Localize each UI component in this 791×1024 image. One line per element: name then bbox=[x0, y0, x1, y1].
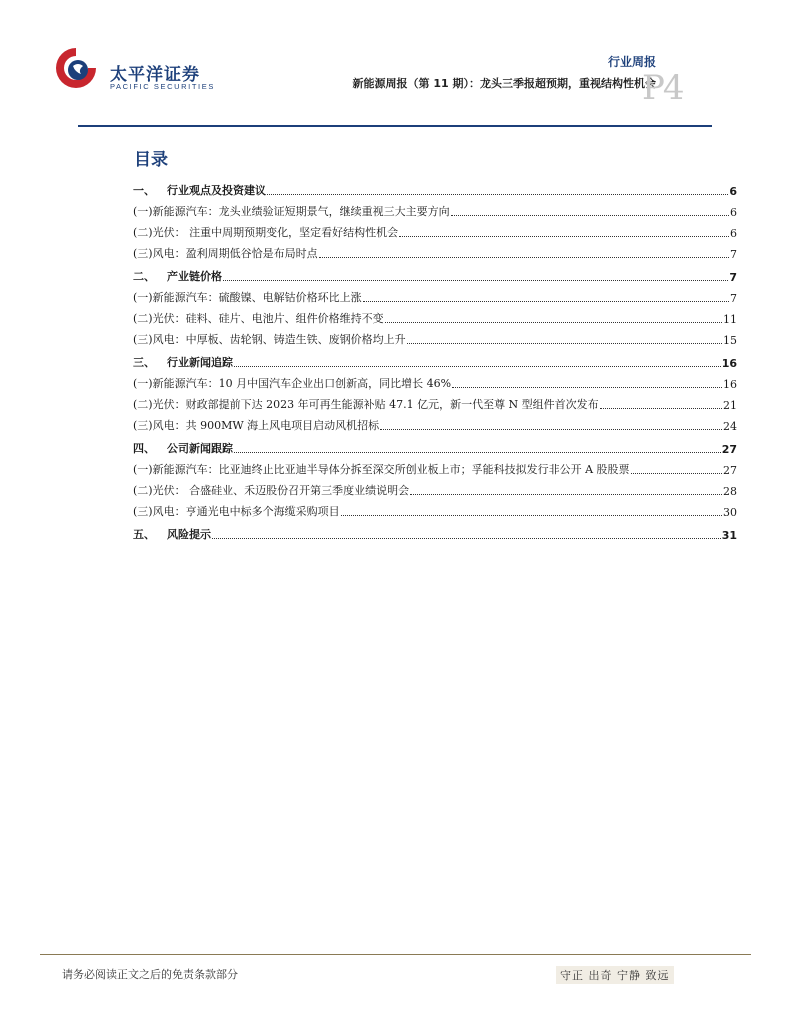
footer-motto: 守正 出奇 宁静 致远 bbox=[556, 966, 674, 984]
toc-subsection-link[interactable] bbox=[133, 219, 737, 240]
toc-entry-text: 新能源汽车：龙头业绩验证短期景气，继续重视三大主要方向 bbox=[152, 205, 450, 218]
toc-subsection-link[interactable] bbox=[133, 370, 737, 391]
toc-dot-leader bbox=[452, 387, 722, 388]
toc-dot-leader bbox=[212, 538, 721, 539]
toc-entry-number: (一) bbox=[133, 205, 153, 218]
toc-entry-text: 公司新闻跟踪 bbox=[167, 442, 233, 455]
toc-entry-page: 27 bbox=[723, 464, 737, 477]
toc-entry-text: 产业链价格 bbox=[167, 270, 222, 283]
toc-entry-page: 21 bbox=[723, 399, 737, 412]
toc-entry-number: 三、 bbox=[133, 356, 155, 369]
toc-entry-page: 7 bbox=[730, 248, 737, 261]
toc-entry-number: (二) bbox=[133, 484, 153, 497]
page-number-text: P4 bbox=[642, 68, 683, 108]
toc-entry-page: 28 bbox=[723, 485, 737, 498]
toc-entry-number: (一) bbox=[133, 377, 153, 390]
toc-entry-page: 7 bbox=[729, 271, 737, 284]
toc-dot-leader bbox=[451, 215, 729, 216]
brand-name-en: PACIFIC SECURITIES bbox=[110, 82, 215, 91]
toc-subsection-link[interactable] bbox=[133, 284, 737, 305]
toc-entry-text: 光伏：财政部提前下达 2023 年可再生能源补贴 47.1 亿元，新一代至尊 N 型组件首次发布 bbox=[152, 398, 599, 411]
toc-entry-text: 光伏：硅料、硅片、电池片、组件价格维持不变 bbox=[152, 312, 384, 325]
toc-entry-page: 16 bbox=[723, 378, 737, 391]
toc-dot-leader bbox=[267, 194, 728, 195]
toc-subsection-link[interactable] bbox=[133, 456, 737, 477]
toc-section-link[interactable] bbox=[133, 177, 737, 198]
toc-entry-text: 风险提示 bbox=[167, 528, 211, 541]
toc-entry-number: (一) bbox=[133, 291, 153, 304]
brand-name-cn: 太平洋证券 bbox=[110, 65, 200, 85]
toc-entry-text: 风电：中厚板、齿轮钢、铸造生铁、废钢价格均上升 bbox=[152, 333, 406, 346]
toc-entry-page: 24 bbox=[723, 420, 737, 433]
toc-entry-text: 行业新闻追踪 bbox=[167, 356, 233, 369]
toc-subsection-link[interactable] bbox=[133, 412, 737, 433]
toc-subsection-link[interactable] bbox=[133, 498, 737, 519]
toc-dot-leader bbox=[363, 301, 729, 302]
toc-subsection-link[interactable] bbox=[133, 477, 737, 498]
table-of-contents bbox=[133, 175, 737, 542]
footer-divider bbox=[40, 954, 751, 955]
toc-entry-page: 16 bbox=[721, 357, 737, 370]
toc-section-link[interactable] bbox=[133, 435, 737, 456]
toc-dot-leader bbox=[407, 343, 722, 344]
toc-entry-text: 光伏： 合盛硅业、禾迈股份召开第三季度业绩说明会 bbox=[152, 484, 410, 497]
toc-dot-leader bbox=[380, 429, 722, 430]
toc-dot-leader bbox=[234, 366, 721, 367]
toc-entry-number: (二) bbox=[133, 398, 153, 411]
toc-entry-text: 行业观点及投资建议 bbox=[167, 184, 266, 197]
toc-entry-page: 7 bbox=[730, 292, 737, 305]
page-number bbox=[642, 68, 683, 108]
toc-entry-page: 27 bbox=[721, 443, 737, 456]
toc-dot-leader bbox=[399, 236, 729, 237]
pacific-securities-logo-icon bbox=[52, 44, 100, 92]
toc-entry-page: 6 bbox=[730, 206, 737, 219]
toc-dot-leader bbox=[385, 322, 722, 323]
toc-dot-leader bbox=[234, 452, 721, 453]
toc-entry-page: 30 bbox=[723, 506, 737, 519]
toc-entry-number: 五、 bbox=[133, 528, 155, 541]
toc-entry-page: 31 bbox=[721, 529, 737, 542]
toc-entry-text: 风电：共 900MW 海上风电项目启动风机招标 bbox=[152, 419, 380, 432]
toc-section-link[interactable] bbox=[133, 349, 737, 370]
toc-entry-page: 6 bbox=[729, 185, 737, 198]
toc-subsection-link[interactable] bbox=[133, 391, 737, 412]
toc-dot-leader bbox=[410, 494, 722, 495]
toc-subsection-link[interactable] bbox=[133, 198, 737, 219]
toc-entry-number: (二) bbox=[133, 312, 153, 325]
report-type: 行业周报 bbox=[607, 55, 656, 69]
toc-dot-leader bbox=[341, 515, 722, 516]
toc-entry-number: (三) bbox=[133, 419, 153, 432]
toc-dot-leader bbox=[600, 408, 722, 409]
toc-entry-number: (三) bbox=[133, 247, 153, 260]
toc-entry-number: 二、 bbox=[133, 270, 155, 283]
toc-entry-text: 光伏： 注重中周期预期变化，坚定看好结构性机会 bbox=[152, 226, 399, 239]
toc-entry-page: 11 bbox=[723, 313, 737, 326]
report-title: 新能源周报（第 11 期）：龙头三季报超预期，重视结构性机会 bbox=[352, 77, 656, 90]
toc-entry-text: 新能源汽车：比亚迪终止比亚迪半导体分拆至深交所创业板上市；孚能科技拟发行非公开 A 股股票 bbox=[152, 463, 630, 476]
footer-disclaimer: 请务必阅读正文之后的免责条款部分 bbox=[62, 968, 238, 981]
toc-entry-number: (三) bbox=[133, 505, 153, 518]
toc-section-link[interactable] bbox=[133, 263, 737, 284]
toc-entry-page: 15 bbox=[723, 334, 737, 347]
toc-heading: 目录 bbox=[134, 150, 168, 170]
toc-entry-page: 6 bbox=[730, 227, 737, 240]
toc-entry-number: (一) bbox=[133, 463, 153, 476]
toc-entry-text: 新能源汽车：硫酸镍、电解钴价格环比上涨 bbox=[152, 291, 362, 304]
toc-dot-leader bbox=[631, 473, 722, 474]
toc-entry-text: 风电：亨通光电中标多个海缆采购项目 bbox=[152, 505, 340, 518]
toc-entry-text: 风电：盈利周期低谷恰是布局时点 bbox=[152, 247, 318, 260]
toc-entry-number: (三) bbox=[133, 333, 153, 346]
toc-subsection-link[interactable] bbox=[133, 326, 737, 347]
header-divider bbox=[78, 125, 712, 127]
toc-entry-number: 一、 bbox=[133, 184, 155, 197]
toc-subsection-link[interactable] bbox=[133, 305, 737, 326]
toc-dot-leader bbox=[223, 280, 728, 281]
toc-entry-text: 新能源汽车：10 月中国汽车企业出口创新高，同比增长 46% bbox=[152, 377, 452, 390]
toc-dot-leader bbox=[319, 257, 729, 258]
toc-entry-number: 四、 bbox=[133, 442, 155, 455]
toc-subsection-link[interactable] bbox=[133, 240, 737, 261]
toc-entry-number: (二) bbox=[133, 226, 153, 239]
toc-section-link[interactable] bbox=[133, 521, 737, 542]
